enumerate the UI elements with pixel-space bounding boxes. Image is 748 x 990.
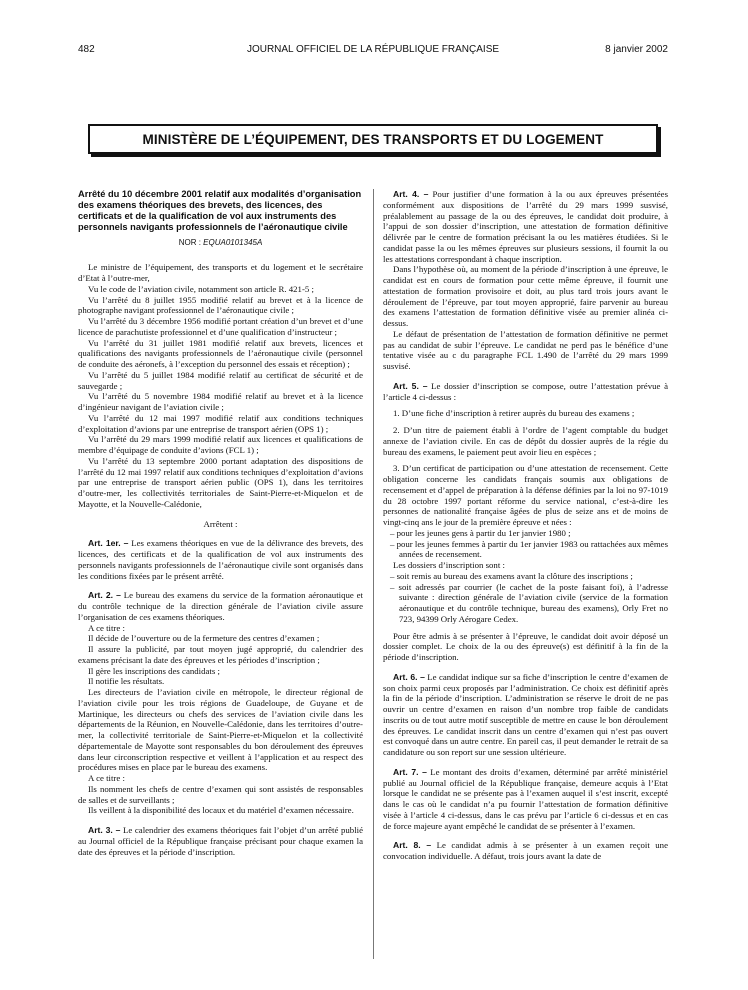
article-2-label: Art. 2. – <box>88 590 121 601</box>
article-5-dossiers: Les dossiers d’inscription sont : <box>393 560 505 570</box>
article-2-item-6: Ils veillent à la disponibilité des locaux et du matériel d’examen nécessaire. <box>88 805 354 816</box>
article-2-a-ce-titre: A ce titre : <box>88 622 125 633</box>
article-7 <box>383 767 668 832</box>
article-8 <box>383 840 668 862</box>
arretent-heading: Arrêtent : <box>203 518 238 529</box>
article-5-label: Art. 5. – <box>393 380 428 391</box>
left-column <box>78 189 363 857</box>
visa-8: Vu l’arrêté du 29 mars 1999 modifié relatif aux licences et qualifications de membre d’équipage de conduite d’avions (FCL 1) ; <box>78 434 363 456</box>
decree-title: Arrêté du 10 décembre 2001 relatif aux modalités d’organisation des examens théoriques des brevets, des licences, des certificats et de la qualification de vol aux instruments des personnels navigants professionnels de l’aéronautique civile <box>78 189 362 232</box>
article-5-dash-4: – soit adressés par courrier (le cachet de la poste faisant foi), à l’adresse suivante : direction générale de l’aviation civile (service de la formation aéronautique et du contrôle technique, bureau des examens), Orly Fret no 723, 94399 Orly Aérogare Cedex. <box>390 581 668 624</box>
page-header <box>78 44 668 58</box>
article-5-item-3: 3. D’un certificat de participation ou d’une attestation de recensement. Cette obligation concerne les candidats français soumis aux obligations de recensement et d’appel de préparation à la défense définies par la loi no 97-1019 du 28 octobre 1997 portant réforme du service national, c’est-à-dire les personnes de nationalité française âgées de plus de seize ans et de moins de vingt-cinq ans le jour de la première épreuve et nées : <box>383 463 668 527</box>
article-2-item-3: Il gère les inscriptions des candidats ; <box>88 665 220 676</box>
visa-3: Vu l’arrêté du 3 décembre 1956 modifié portant création d’un brevet et d’une licence de parachutiste professionnel et d’une qualification d’instructeur ; <box>78 316 363 337</box>
article-1-label: Art. 1er. – <box>88 538 129 549</box>
visa-5: Vu l’arrêté du 5 juillet 1984 modifié relatif au certificat de sécurité et de sauvegarde ; <box>78 369 363 391</box>
article-4-label: Art. 4. – <box>393 189 429 199</box>
article-1 <box>78 538 363 581</box>
journal-title: JOURNAL OFFICIEL DE LA RÉPUBLIQUE FRANÇAISE <box>246 44 500 55</box>
article-5-dash-2: – pour les jeunes femmes à partir du 1er janvier 1983 ou rattachées aux mêmes années de recensement. <box>390 538 668 560</box>
visa-4: Vu l’arrêté du 31 juillet 1981 modifié relatif aux brevets, licences et qualifications des navigants professionnels de l’aéronautique civile (personnel de conduite des aéronefs, à l’exception du personnel des essais et réception) ; <box>78 337 363 370</box>
intro-paragraph: Le ministre de l’équipement, des transports et du logement et le secrétaire d’Etat à l’outre-mer, <box>78 262 363 284</box>
column-divider <box>373 189 374 959</box>
article-4 <box>383 189 668 264</box>
article-2-item-5: Ils nomment les chefs de centre d’examen qui sont assistés de responsables de salles et de surveillants ; <box>78 783 363 805</box>
article-8-text: Le candidat admis à se présenter à un examen reçoit une convocation individuelle. A défaut, trois jours avant la date de <box>383 840 668 861</box>
article-5-text: Le dossier d’inscription se compose, outre l’attestation prévue à l’article 4 ci-dessus : <box>383 380 668 402</box>
visa-6: Vu l’arrêté du 5 novembre 1984 modifié relatif au brevet et à la licence d’ingénieur navigant de l’aviation civile ; <box>78 391 363 413</box>
article-4-paragraph-3: Le défaut de présentation de l’attestation de formation définitive ne permet pas au candidat de subir l’épreuve. Le candidat ne perd pas le bénéfice d’une tentative visée au c du paragraphe FCL 1.490 de l’arrêté du 29 mars 1999 susvisé. <box>383 328 668 371</box>
article-7-text: Le montant des droits d’examen, déterminé par arrêté ministériel publié au Journal officiel de la République française, demeure acquis à l’Etat lorsque le candidat ne se présente pas à l’examen auquel il s’est inscrit, excepté dans le cas où le candidat n’a pu fournir l’attestation de formation définitive visée à l’article 4 ci-dessus, dans le cas prévu par l’article 6 ci-dessus et en cas de force majeure ayant empêché le candidat de se présenter à l’examen. <box>383 766 669 831</box>
article-2-paragraph-2: Les directeurs de l’aviation civile en métropole, le directeur régional de l’aviation civile pour les trois régions de Guadeloupe, de Guyane et de Martinique, les directeurs ou chefs des services de l’aviation civile dans les départements de la Réunion, en Nouvelle-Calédonie, dans les territoires d’outre-mer, la collectivité territoriale de Saint-Pierre-et-Miquelon et la collectivité départementale de Mayotte sont responsables du bon déroulement des épreuves dans leur circonscription respective et veillent à l’application et au respect des procédures mises en place par le bureau des examens. <box>78 687 363 773</box>
article-4-text: Pour justifier d’une formation à la ou aux épreuves présentées conformément aux dispositions de l’arrêté du 29 mars 1999 susvisé, préalablement au passage de la ou des épreuves, le candidat doit produire, à l’appui de son dossier d’inscription, une attestation de formation définitive délivrée par le centre de formation précisant la ou les matières étudiées. Si le candidat passe la ou les mêmes épreuves sur plusieurs sessions, il fournit la ou les attestations correspondant à chaque inscription. <box>383 189 669 264</box>
page-number: 482 <box>78 44 95 55</box>
nor-code: EQUA0101345A <box>203 237 263 247</box>
article-5-item-2: 2. D’un titre de paiement établi à l’ordre de l’agent comptable du budget annexe de l’aviation civile. En cas de dépôt du dossier auprès de la régie du bureau des examens, le paiement peut avoir lieu en espèces ; <box>383 425 668 457</box>
ministry-banner <box>88 124 658 154</box>
nor-reference <box>78 238 363 249</box>
article-3-label: Art. 3. – <box>88 825 121 836</box>
article-1-text: Les examens théoriques en vue de la délivrance des brevets, des licences, des certificats et de la qualification de vol aux instruments des personnels navigants professionnels de l’aéronautique civile sont organisés dans les conditions fixées par le présent arrêté. <box>78 538 363 581</box>
article-6-label: Art. 6. – <box>393 671 425 682</box>
article-7-label: Art. 7. – <box>393 766 427 777</box>
ministry-title: MINISTÈRE DE L’ÉQUIPEMENT, DES TRANSPORTS ET DU LOGEMENT <box>142 131 604 147</box>
article-3-text: Le calendrier des examens théoriques fait l’objet d’un arrêté publié au Journal officiel de la République française précisant pour chaque examen la date des épreuves et la période d’inscription. <box>78 825 363 857</box>
article-2 <box>78 590 363 622</box>
article-3 <box>78 825 363 857</box>
article-4-paragraph-2: Dans l’hypothèse où, au moment de la période d’inscription à une épreuve, le candidat est en cours de formation pour cette même épreuve, il fournit une attestation de formation provisoire et doit, au plus tard trois jours avant le déroulement de l’épreuve, par tout moyen approprié, faire parvenir au bureau des examens l’attestation de formation définitive visée au premier alinéa ci-dessus. <box>383 264 668 328</box>
article-2-a-ce-titre-2: A ce titre : <box>88 773 125 784</box>
article-2-item-4: Il notifie les résultats. <box>88 676 165 687</box>
article-2-text: Le bureau des examens du service de la formation aéronautique et du contrôle technique de la direction générale de l’aviation civile assure l’organisation de ces examens théoriques. <box>78 590 363 622</box>
article-6-text: Le candidat indique sur sa fiche d’inscription le centre d’examen de son choix parmi ceux proposés par l’administration. Ce choix est définitif après la fin de la période d’inscription. L’administration se réserve le droit de ne pas ouvrir un centre d’examen en raison d’un nombre trop faible de candidats inscrits ou de tout autre motif susceptible de mettre en cause le bon déroulement des épreuves. Le candidat inscrit dans un centre d’examen qui n’est pas ouvert est convoqué dans un autre centre. En pareil cas, il peut demander le retrait de sa candidature ou son report sur une session ultérieure. <box>383 671 668 757</box>
article-5-item-1: 1. D’une fiche d’inscription à retirer auprès du bureau des examens ; <box>393 408 635 419</box>
article-6 <box>383 672 668 758</box>
right-column <box>383 189 668 862</box>
article-5-dash-3: – soit remis au bureau des examens avant la clôture des inscriptions ; <box>390 570 633 581</box>
article-2-item-2: Il assure la publicité, par tout moyen jugé approprié, du calendrier des examens précisant la date des épreuves et les périodes d’inscription ; <box>78 644 363 665</box>
visa-2: Vu l’arrêté du 8 juillet 1955 modifié relatif au brevet et à la licence de photographe navigant professionnel de l’aéronautique civile ; <box>78 294 363 316</box>
nor-label: NOR : <box>178 237 201 247</box>
visa-1: Vu le code de l’aviation civile, notamment son article R. 421-5 ; <box>88 283 314 294</box>
article-5-paragraph-final: Pour être admis à se présenter à l’épreuve, le candidat doit avoir déposé un dossier complet. Le choix de la ou des épreuve(s) est définitif à la fin de la période d’inscription. <box>383 630 668 662</box>
article-8-label: Art. 8. – <box>393 840 432 851</box>
article-2-item-1: Il décide de l’ouverture ou de la fermeture des centres d’examen ; <box>88 633 320 644</box>
visa-7: Vu l’arrêté du 12 mai 1997 modifié relatif aux conditions techniques d’exploitation d’avions par une entreprise de transport aérien (OPS 1) ; <box>78 412 363 434</box>
article-5 <box>383 381 668 403</box>
publication-date: 8 janvier 2002 <box>605 44 668 55</box>
article-5-dash-1: – pour les jeunes gens à partir du 1er janvier 1980 ; <box>390 527 571 538</box>
visa-9: Vu l’arrêté du 13 septembre 2000 portant adaptation des dispositions de l’arrêté du 12 mai 1997 relatif aux conditions techniques d’exploitation d’avions par une entreprise de transport aérien public (OPS 1), dans les territoires d’outre-mer, les collectivités territoriales de Saint-Pierre-et-Miquelon et de Mayotte, et la Nouvelle-Calédonie, <box>78 455 363 509</box>
